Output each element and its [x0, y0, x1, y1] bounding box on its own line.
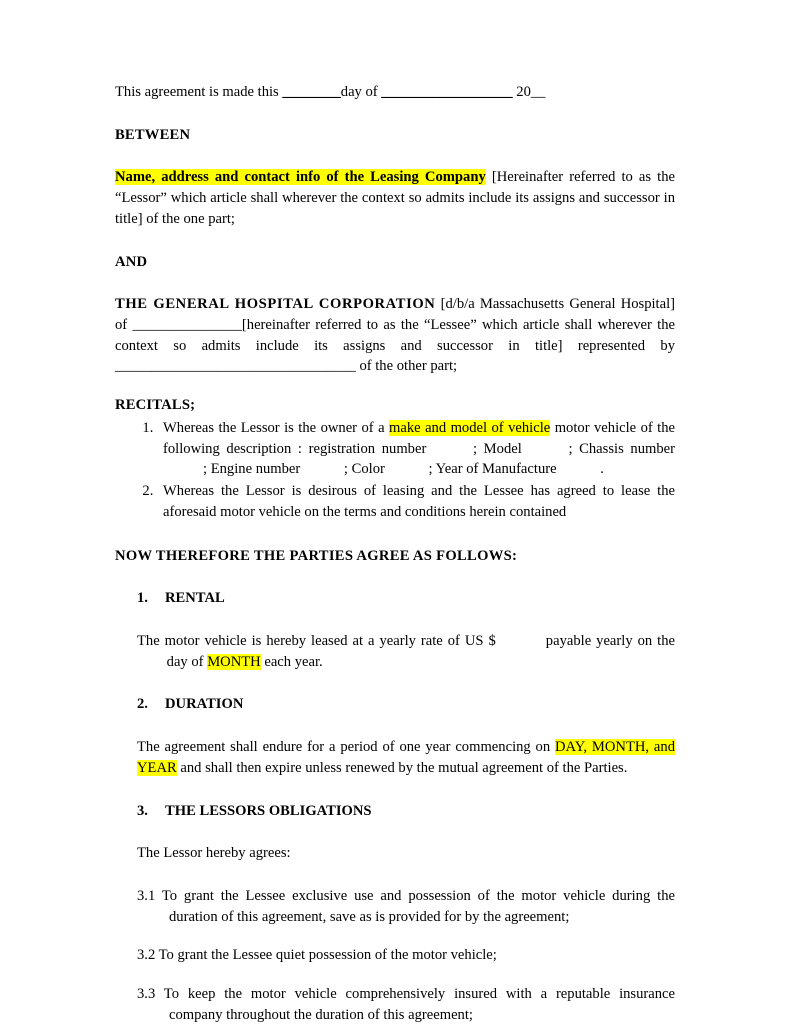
document-body — [115, 82, 675, 1026]
section-3-lead: The Lessor hereby agrees: — [137, 845, 291, 862]
section-1-number: 1. — [137, 590, 148, 607]
lessee-text-3: of the other part; — [355, 358, 458, 375]
recitals-list — [115, 418, 675, 523]
clause-3-3: 3.3 To keep the motor vehicle comprehensively insured with a reputable insurance company throughout the duration of this agreement; — [137, 986, 675, 1023]
clause-3-2: 3.2 To grant the Lessee quiet possession of the motor vehicle; — [137, 947, 497, 964]
lessee-text-2: [hereinafter referred to as the “Lessee” which article shall wherever the context so admits include its assigns and successor in title] represented by — [115, 317, 675, 354]
and-label: AND — [115, 253, 148, 270]
recital1-part1: Whereas the Lessor is the owner of a — [163, 419, 390, 436]
rental-month-highlight: MONTH — [207, 653, 261, 670]
clause-3-1: 3.1 To grant the Lessee exclusive use and possession of the motor vehicle during the duration of this agreement, save as is provided for by the agreement; — [137, 887, 675, 925]
recital1-vehicle-highlight: make and model of vehicle — [389, 419, 551, 436]
section-1-heading — [137, 588, 675, 609]
rental-text-pre: The motor vehicle is hereby leased at a yearly rate of US $ — [137, 632, 501, 649]
recital1-part6: ; Color — [343, 461, 389, 478]
now-therefore-heading: NOW THEREFORE THE PARTIES AGREE AS FOLLOWS: — [115, 547, 518, 564]
lessee-paragraph — [115, 294, 675, 377]
lessor-text: [Hereinafter referred to as the “Lessor” which article shall wherever the context so admits include its assigns and successor in title] of the one part; — [115, 169, 675, 227]
lessee-name: THE GENERAL HOSPITAL CORPORATION — [115, 296, 436, 313]
recitals-label: RECITALS; — [115, 397, 196, 414]
lessee-text-1: [d/b/a Massachusetts General Hospital] of — [115, 296, 676, 334]
intro-year: 20__ — [512, 84, 546, 100]
intro-blank-month: __________________ — [381, 84, 513, 100]
recital1-part5: ; Engine number — [203, 461, 304, 478]
section-2-heading — [137, 694, 675, 715]
recital1-part8: . — [600, 461, 604, 478]
section-1-title: RENTAL — [165, 590, 225, 607]
section-1-body — [137, 631, 675, 672]
section-3-title: THE LESSORS OBLIGATIONS — [165, 802, 372, 819]
rental-text-post-pre: day of — [163, 653, 208, 670]
between-label: BETWEEN — [115, 126, 191, 143]
recital1-part3: ; Model — [472, 440, 529, 457]
lessor-paragraph — [115, 167, 675, 229]
lessee-blank-1: _______________ — [132, 317, 242, 334]
duration-date-highlight: DAY, MONTH, and YEAR — [137, 739, 675, 776]
section-2-body — [137, 737, 675, 778]
intro-prefix: This agreement is made this — [115, 84, 283, 100]
recital-item-2: 2. Whereas the Lessor is desirous of leasing and the Lessee has agreed to lease the aforesaid motor vehicle on the terms and conditions herein contained — [157, 481, 675, 522]
duration-text-post: and shall then expire unless renewed by the mutual agreement of the Parties. — [176, 759, 628, 776]
recital1-part7: ; Year of Manufacture — [428, 461, 561, 478]
duration-text-pre: The agreement shall endure for a period of one year commencing on — [137, 739, 556, 756]
lessor-name-highlight: Name, address and contact info of the Leasing Company — [115, 169, 486, 186]
recital-item-1 — [157, 418, 675, 480]
lessee-blank-2: _________________________________ — [115, 358, 356, 375]
section-3-number: 3. — [137, 802, 148, 819]
agreement-intro-line — [115, 82, 675, 103]
intro-mid: day of — [340, 84, 382, 100]
section-2-title: DURATION — [165, 696, 244, 713]
rental-text-post: each year. — [260, 653, 323, 670]
rental-text-mid: payable yearly on the — [540, 632, 676, 649]
section-3-heading — [137, 801, 675, 822]
recital1-part2: motor vehicle of the following description : registration number — [163, 419, 676, 457]
recital1-part4: ; Chassis number — [568, 440, 675, 457]
intro-blank-day: ________ — [282, 84, 341, 100]
section-2-number: 2. — [137, 696, 148, 713]
